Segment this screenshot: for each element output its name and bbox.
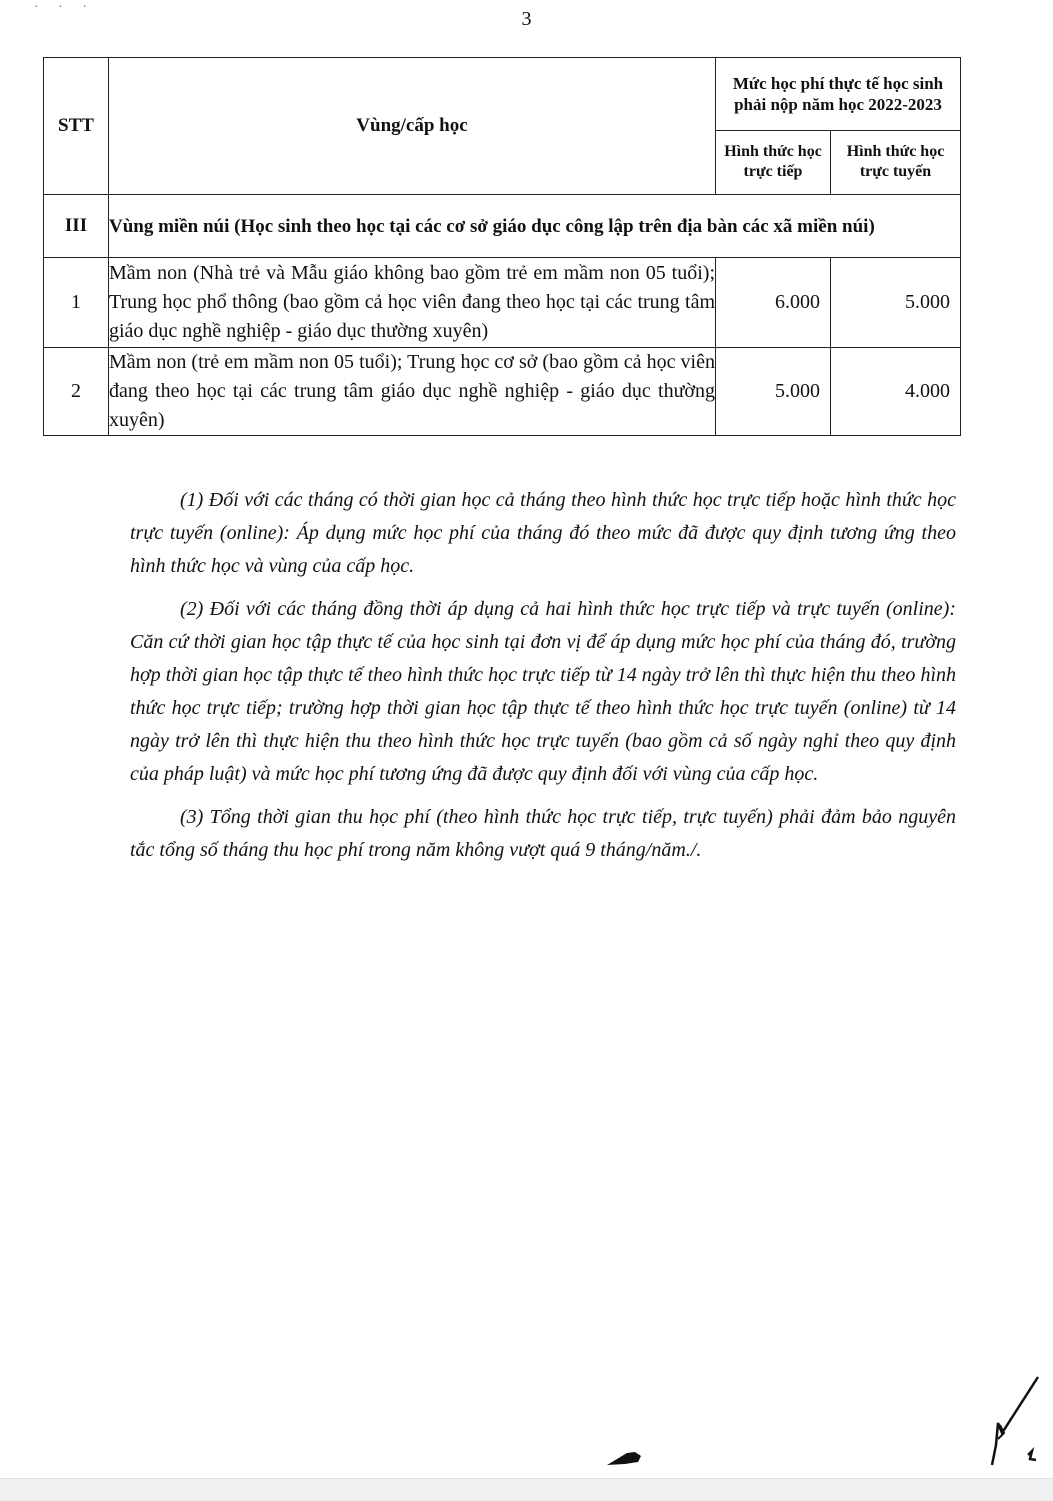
note-1: (1) Đối với các tháng có thời gian học cả tháng theo hình thức học trực tiếp hoặc hình thức học trực tuyến (online): Áp dụng mức học phí của tháng đó theo mức đã được quy định tương ứng theo hình thức học và vùng của cấp học.	[130, 489, 956, 577]
section-number: III	[44, 195, 109, 258]
header-region: Vùng/cấp học	[109, 58, 716, 195]
header-online: Hình thức học trực tuyến	[831, 130, 961, 194]
row-description: Mầm non (Nhà trẻ và Mẫu giáo không bao gồm trẻ em mầm non 05 tuổi); Trung học phổ thông (bao gồm cả học viên đang theo học tại các trung tâm giáo dục nghề nghiệp - giáo dục thường xuyên)	[109, 258, 716, 348]
row-description: Mầm non (trẻ em mầm non 05 tuổi); Trung học cơ sở (bao gồm cả học viên đang theo học tại các trung tâm giáo dục nghề nghiệp - giáo dục thường xuyên)	[109, 348, 716, 436]
section-title: Vùng miền núi (Học sinh theo học tại các cơ sở giáo dục công lập trên địa bàn các xã miền núi)	[109, 195, 961, 258]
header-stt: STT	[44, 58, 109, 195]
header-fee-group: Mức học phí thực tế học sinh phải nộp năm học 2022-2023	[716, 58, 961, 131]
header-in-person: Hình thức học trực tiếp	[716, 130, 831, 194]
row-number: 1	[44, 258, 109, 348]
fee-table	[43, 57, 961, 436]
row-number: 2	[44, 348, 109, 436]
page-number: 3	[521, 8, 532, 30]
scan-dots: · · ·	[34, 0, 95, 15]
table-row	[44, 258, 961, 348]
row-in-person-fee: 6.000	[716, 258, 831, 348]
notes	[130, 484, 956, 877]
table-row	[44, 348, 961, 436]
ink-mark	[605, 1445, 650, 1467]
row-online-fee: 4.000	[831, 348, 961, 436]
row-online-fee: 5.000	[831, 258, 961, 348]
note-2: (2) Đối với các tháng đồng thời áp dụng cả hai hình thức học trực tiếp và trực tuyến (online): Căn cứ thời gian học tập thực tế của học sinh tại đơn vị để áp dụng mức học phí của tháng đó, trường hợp thời gian học tập thực tế theo hình thức học trực tiếp từ 14 ngày trở lên thì thực hiện thu theo hình thức học trực tiếp; trường hợp thời gian học tập thực tế theo hình thức học trực tuyến (online) từ 14 ngày trở lên thì thực hiện thu theo hình thức học trực tuyến (bao gồm cả số ngày nghỉ theo quy định của pháp luật) và mức học phí tương ứng đã được quy định đối với vùng của cấp học.	[130, 598, 956, 785]
viewer-bottom-strip	[0, 1478, 1053, 1501]
section-row	[44, 195, 961, 258]
row-in-person-fee: 5.000	[716, 348, 831, 436]
signature-mark	[980, 1375, 1050, 1470]
note-3: (3) Tổng thời gian thu học phí (theo hình thức học trực tiếp, trực tuyến) phải đảm bảo nguyên tắc tổng số tháng thu học phí trong năm không vượt quá 9 tháng/năm./.	[130, 806, 956, 861]
